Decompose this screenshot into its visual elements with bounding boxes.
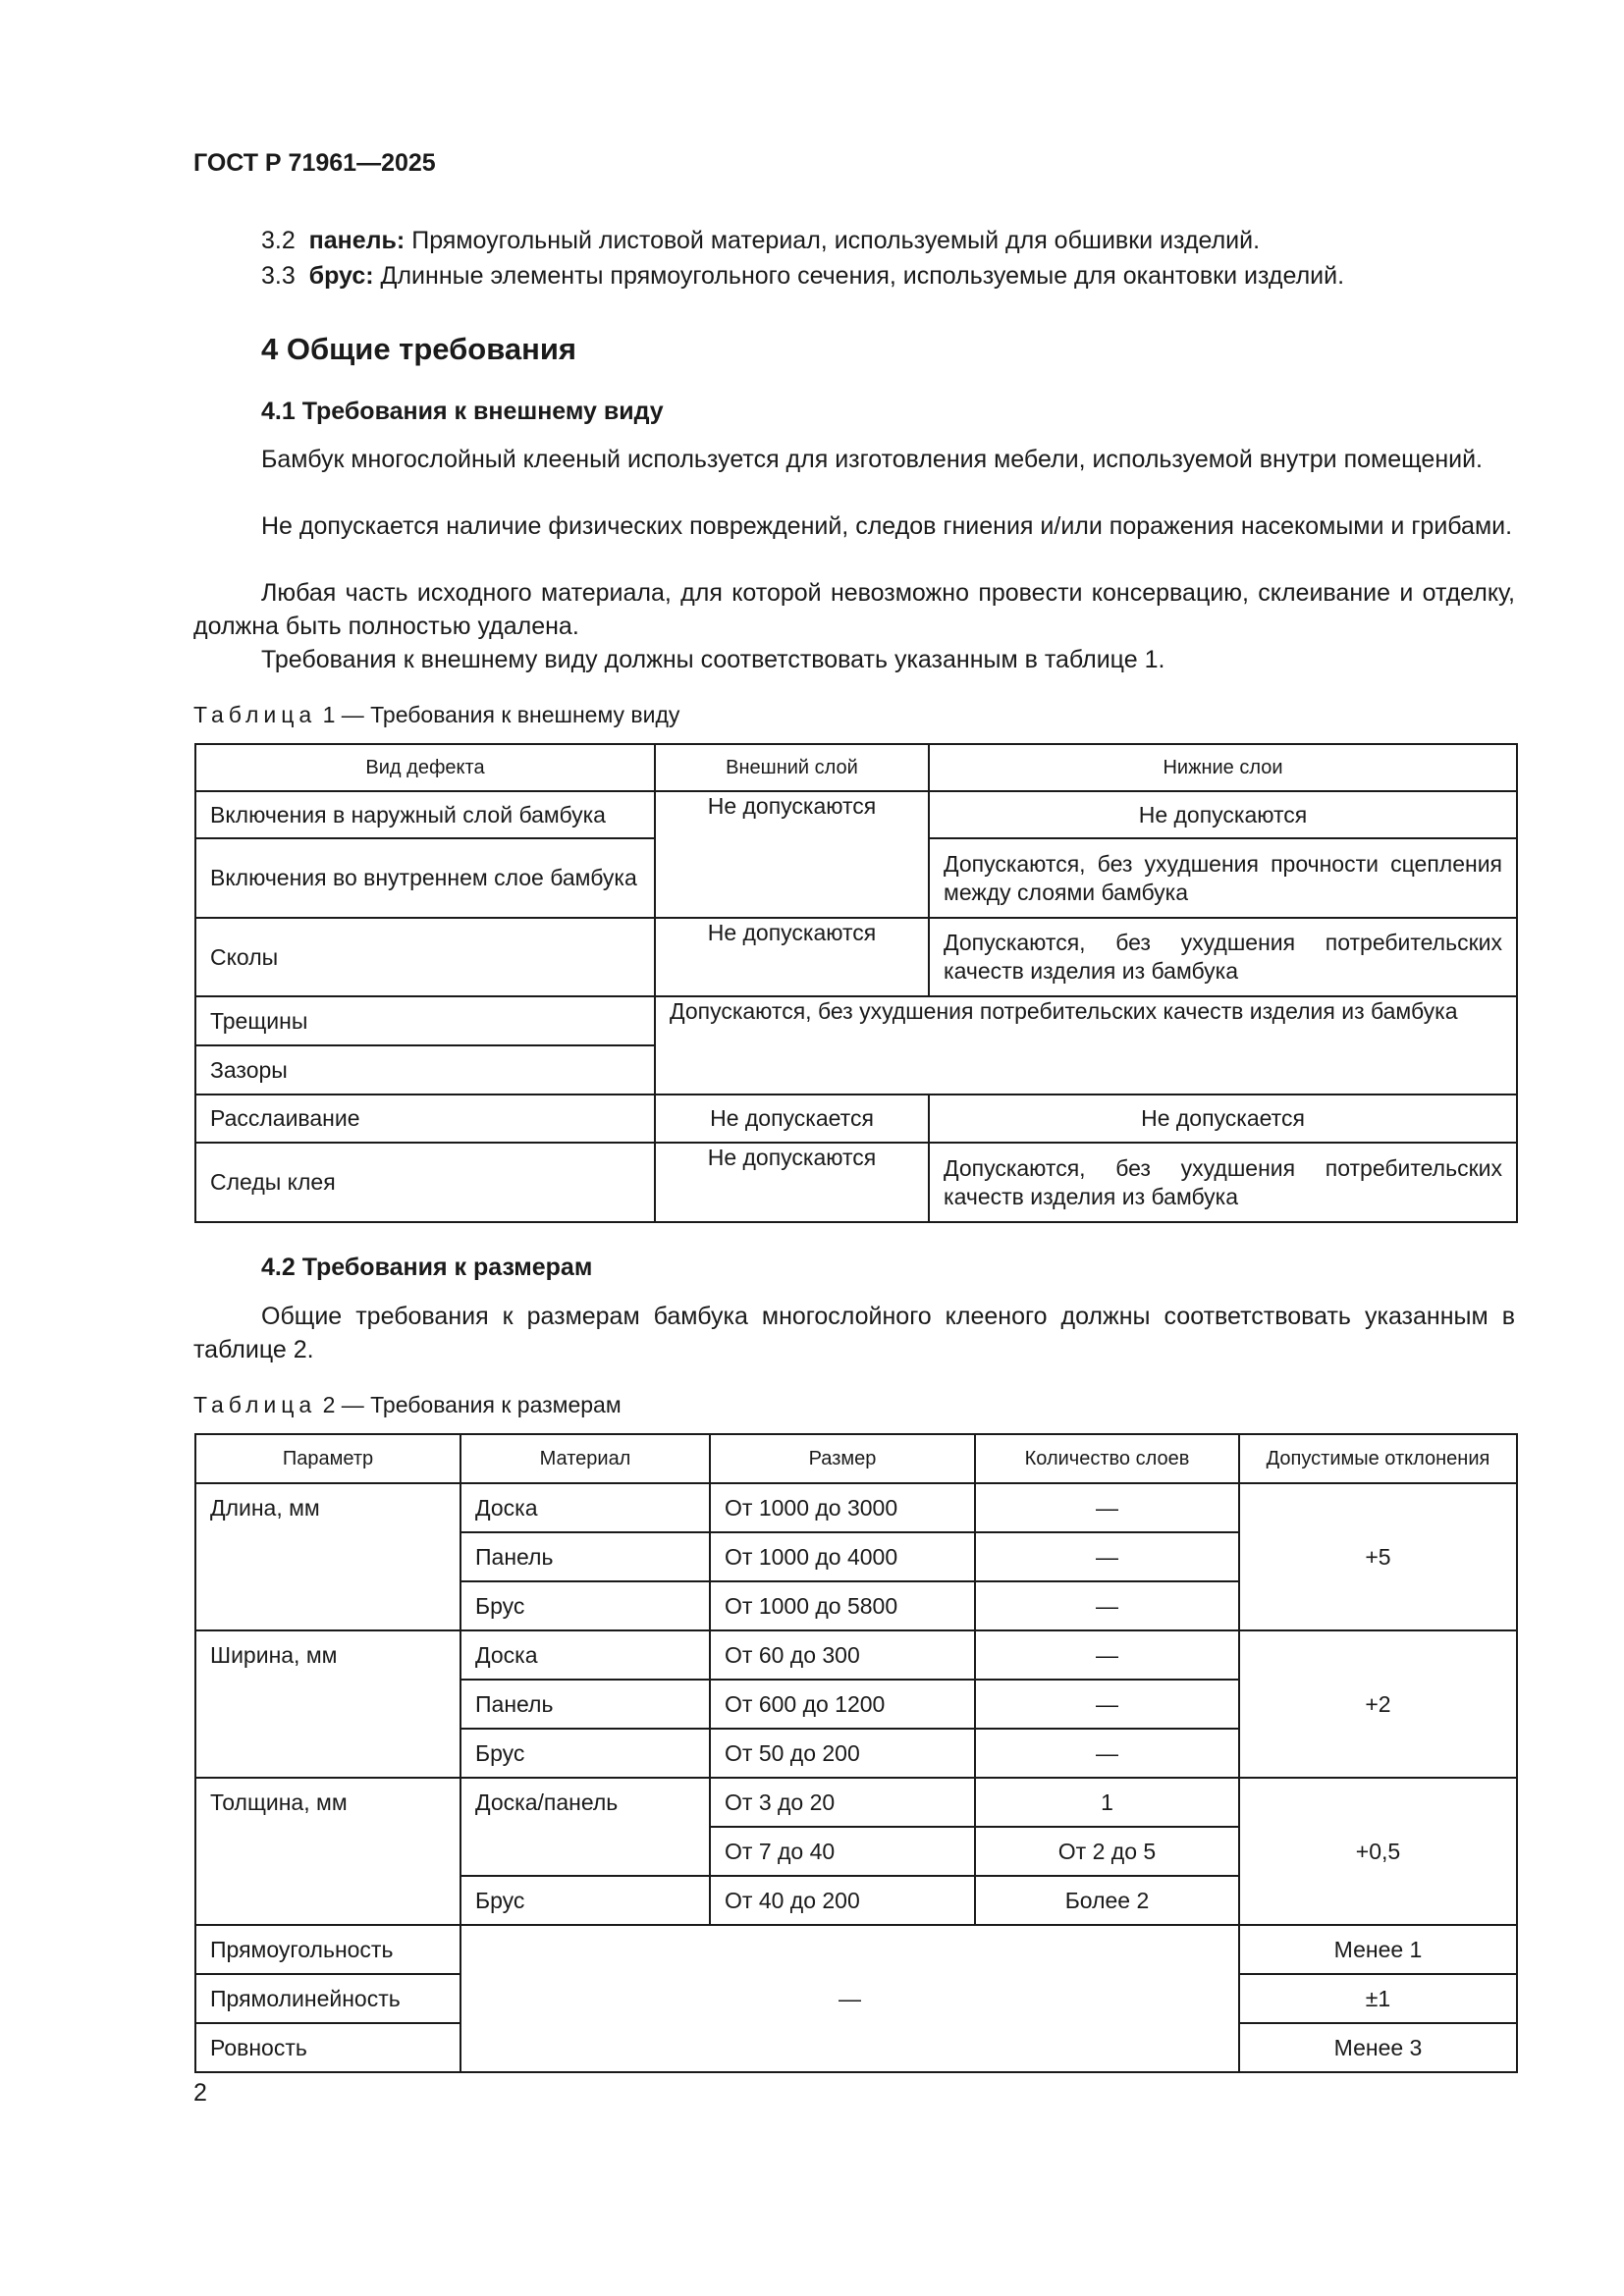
definition-text: Прямоугольный листовой материал, используемый для обшивки изделий.: [411, 227, 1261, 254]
material-cell: Доска/панель: [460, 1778, 710, 1876]
table-row: [195, 1778, 1517, 1827]
tolerance-cell: Менее 3: [1239, 2023, 1517, 2072]
table-row: [195, 1925, 1517, 1974]
defect-cell: Зазоры: [195, 1045, 655, 1095]
definition-number: 3.3: [261, 262, 296, 290]
defect-cell: Включения во внутреннем слое бамбука: [195, 838, 655, 918]
outer-layer-cell: Не допускаются: [655, 918, 929, 996]
paragraph: Общие требования к размерам бамбука многослойного клееного должны соответствовать указанным в таблице 2.: [193, 1303, 1515, 1363]
inner-layers-cell: Допускаются, без ухудшения потребительских качеств изделия из бамбука: [929, 918, 1517, 996]
caption-label: Таблица: [193, 702, 317, 727]
defect-cell: Трещины: [195, 996, 655, 1045]
inner-layers-cell: Допускаются, без ухудшения потребительских качеств изделия из бамбука: [929, 1143, 1517, 1222]
size-cell: От 600 до 1200: [710, 1680, 975, 1729]
size-cell: От 40 до 200: [710, 1876, 975, 1925]
definition-number: 3.2: [261, 227, 296, 254]
paragraph: Любая часть исходного материала, для которой невозможно провести консервацию, склеивание и отделку, должна быть полностью удалена.: [193, 579, 1515, 640]
paragraph: Не допускается наличие физических повреждений, следов гниения и/или поражения насекомыми и грибами.: [261, 512, 1513, 540]
tolerance-cell: ±1: [1239, 1974, 1517, 2023]
table-row: [195, 996, 1517, 1045]
table-1-caption: [193, 702, 679, 728]
definition-term: брус:: [308, 262, 374, 290]
defect-cell: Расслаивание: [195, 1095, 655, 1143]
material-cell: Панель: [460, 1680, 710, 1729]
size-cell: От 50 до 200: [710, 1729, 975, 1778]
outer-layer-cell: Не допускаются: [655, 791, 929, 918]
definition-3-3: [261, 258, 1344, 294]
parameter-cell: Длина, мм: [195, 1483, 460, 1630]
material-cell: Брус: [460, 1876, 710, 1925]
section-4-heading: 4 Общие требования: [261, 332, 576, 366]
parameter-cell: Ровность: [195, 2023, 460, 2072]
layers-cell: —: [975, 1532, 1239, 1581]
merged-layers-cell: Допускаются, без ухудшения потребительских качеств изделия из бамбука: [655, 996, 1517, 1095]
tolerance-cell: +2: [1239, 1630, 1517, 1778]
inner-layers-cell: Не допускаются: [929, 791, 1517, 838]
outer-layer-cell: Не допускается: [655, 1095, 929, 1143]
table-row: [195, 1143, 1517, 1222]
definition-term: панель:: [308, 227, 406, 254]
material-cell: Доска: [460, 1630, 710, 1680]
parameter-cell: Прямоугольность: [195, 1925, 460, 1974]
subsection-4-1-heading: 4.1 Требования к внешнему виду: [261, 398, 664, 425]
tolerance-cell: +0,5: [1239, 1778, 1517, 1925]
parameter-cell: Прямолинейность: [195, 1974, 460, 2023]
size-cell: От 60 до 300: [710, 1630, 975, 1680]
inner-layers-cell: Допускаются, без ухудшения прочности сцепления между слоями бамбука: [929, 838, 1517, 918]
column-header: Внешний слой: [655, 744, 929, 791]
layers-cell: —: [975, 1483, 1239, 1532]
size-cell: От 7 до 40: [710, 1827, 975, 1876]
layers-cell: 1: [975, 1778, 1239, 1827]
layers-cell: —: [975, 1581, 1239, 1630]
size-cell: От 1000 до 4000: [710, 1532, 975, 1581]
paragraph: Требования к внешнему виду должны соответствовать указанным в таблице 1.: [261, 646, 1165, 673]
size-cell: От 3 до 20: [710, 1778, 975, 1827]
parameter-cell: Ширина, мм: [195, 1630, 460, 1778]
defect-cell: Сколы: [195, 918, 655, 996]
table-row: [195, 791, 1517, 838]
caption-text: 2 — Требования к размерам: [322, 1392, 622, 1417]
column-header: Нижние слои: [929, 744, 1517, 791]
tolerance-cell: Менее 1: [1239, 1925, 1517, 1974]
column-header: Материал: [460, 1434, 710, 1483]
layers-cell: От 2 до 5: [975, 1827, 1239, 1876]
caption-label: Таблица: [193, 1392, 317, 1417]
paragraph: Бамбук многослойный клееный используется для изготовления мебели, используемой внутри помещений.: [261, 446, 1483, 473]
merged-dash-cell: —: [460, 1925, 1239, 2072]
tolerance-cell: +5: [1239, 1483, 1517, 1630]
caption-text: 1 — Требования к внешнему виду: [322, 702, 680, 727]
table-row: [195, 1483, 1517, 1532]
table-row: [195, 918, 1517, 996]
column-header: Размер: [710, 1434, 975, 1483]
column-header: Вид дефекта: [195, 744, 655, 791]
layers-cell: Более 2: [975, 1876, 1239, 1925]
size-cell: От 1000 до 3000: [710, 1483, 975, 1532]
column-header: Количество слоев: [975, 1434, 1239, 1483]
definition-3-2: [261, 223, 1260, 258]
column-header: Допустимые отклонения: [1239, 1434, 1517, 1483]
page-number: 2: [193, 2079, 207, 2107]
document-code-header: ГОСТ Р 71961—2025: [193, 149, 436, 177]
defect-cell: Включения в наружный слой бамбука: [195, 791, 655, 838]
table-row: [195, 1630, 1517, 1680]
material-cell: Брус: [460, 1581, 710, 1630]
defect-cell: Следы клея: [195, 1143, 655, 1222]
size-cell: От 1000 до 5800: [710, 1581, 975, 1630]
parameter-cell: Толщина, мм: [195, 1778, 460, 1925]
material-cell: Панель: [460, 1532, 710, 1581]
material-cell: Брус: [460, 1729, 710, 1778]
material-cell: Доска: [460, 1483, 710, 1532]
outer-layer-cell: Не допускаются: [655, 1143, 929, 1222]
table-2-caption: [193, 1392, 622, 1418]
subsection-4-2-heading: 4.2 Требования к размерам: [261, 1254, 593, 1281]
table-1-appearance: [194, 743, 1518, 1223]
layers-cell: —: [975, 1630, 1239, 1680]
layers-cell: —: [975, 1729, 1239, 1778]
definition-text: Длинные элементы прямоугольного сечения, используемые для окантовки изделий.: [380, 262, 1345, 290]
table-2-dimensions: [194, 1433, 1518, 2073]
column-header: Параметр: [195, 1434, 460, 1483]
inner-layers-cell: Не допускается: [929, 1095, 1517, 1143]
table-row: [195, 1095, 1517, 1143]
layers-cell: —: [975, 1680, 1239, 1729]
